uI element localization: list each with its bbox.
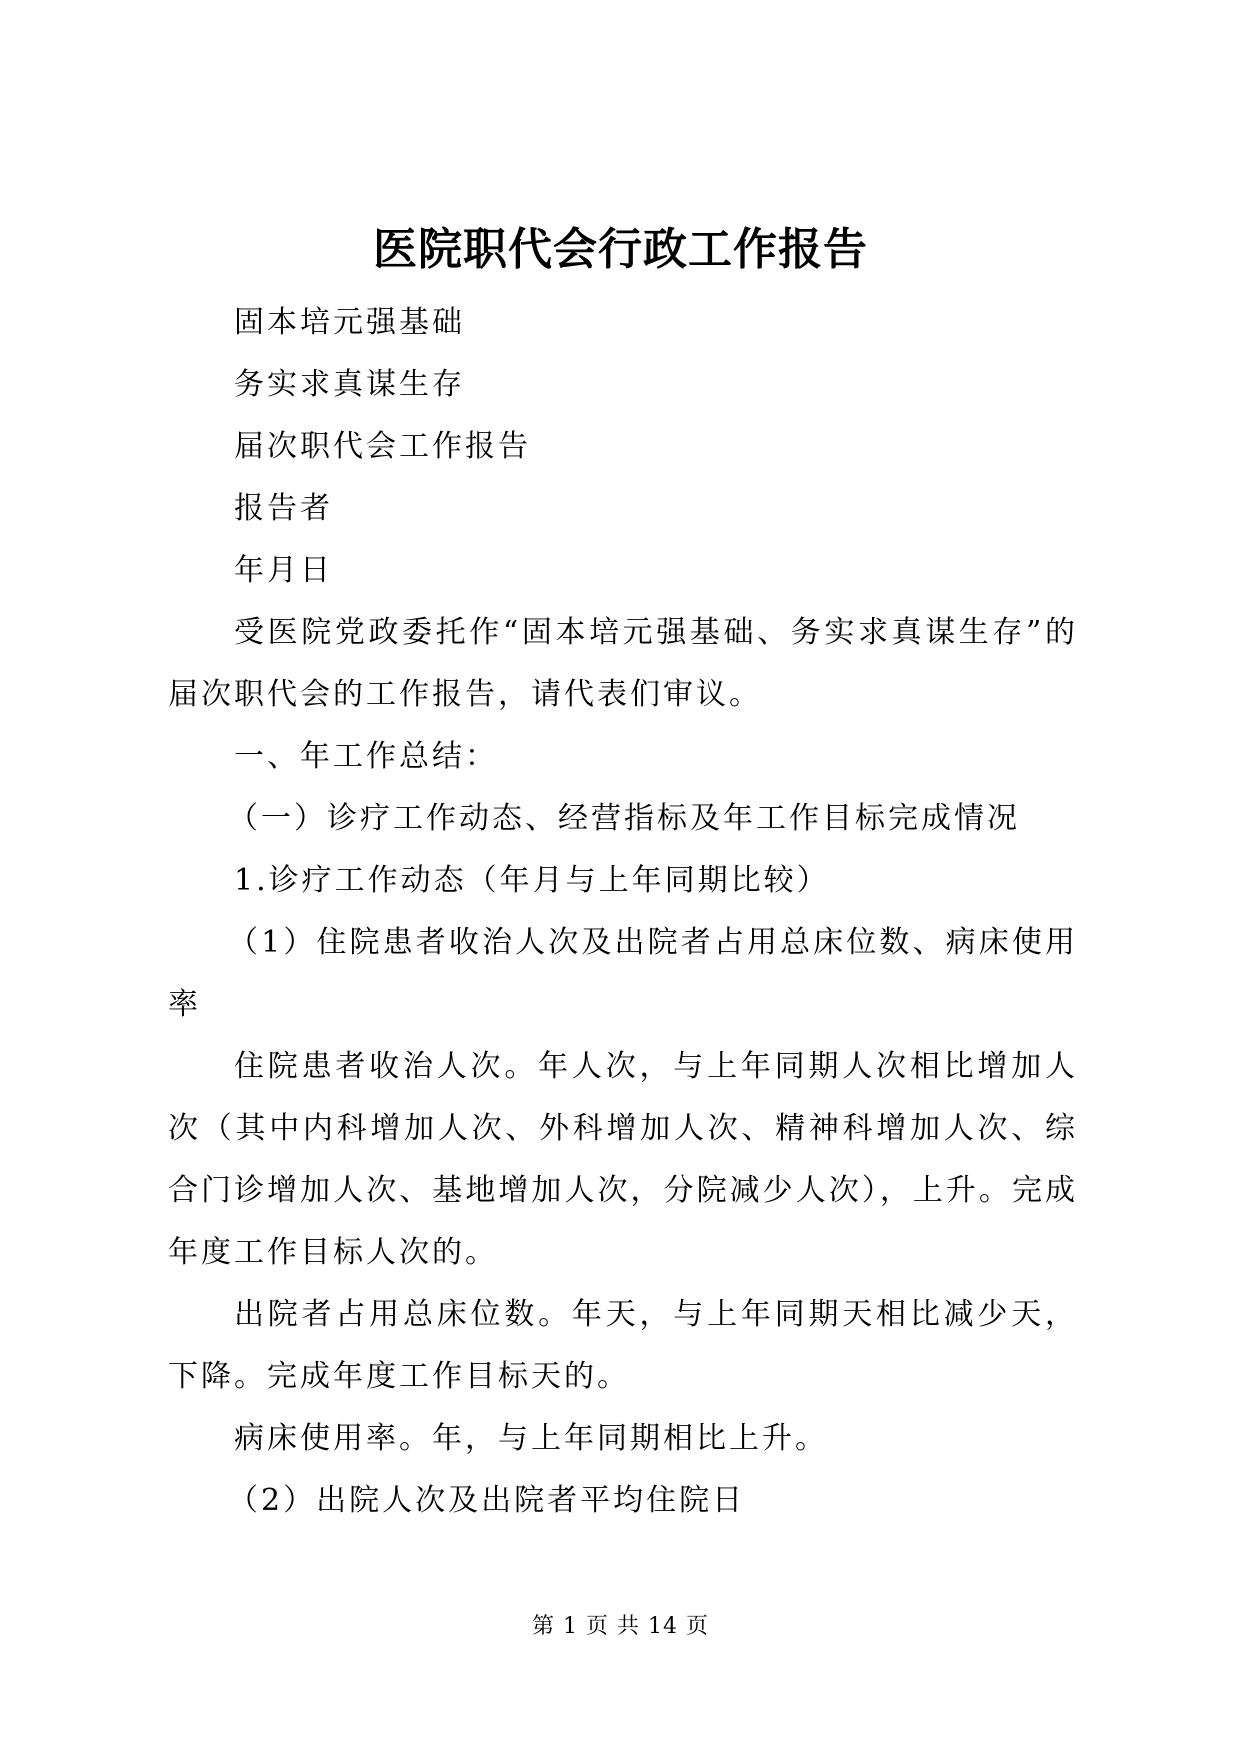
subsection-heading: 1.诊疗工作动态（年月与上年同期比较） (234, 863, 830, 898)
document-title: 医院职代会行政工作报告 (373, 224, 868, 275)
page-footer: 第 1 页 共 14 页 (532, 1614, 709, 1639)
subsection-heading: （2）出院人次及出院者平均住院日 (228, 1483, 746, 1518)
paragraph: 受医院党政委托作“固本培元强基础、务实求真谋生存”的届次职代会的工作报告，请代表们审议。 (168, 615, 1078, 712)
subsection-heading: （一）诊疗工作动态、经营指标及年工作目标完成情况 (228, 801, 1020, 836)
paragraph: 病床使用率。年，与上年同期相比上升。 (234, 1421, 828, 1456)
paragraph: 住院患者收治人次。年人次，与上年同期人次相比增加人次（其中内科增加人次、外科增加人次、精神科增加人次、综合门诊增加人次、基地增加人次，分院减少人次），上升。完成年度工作目标人次的。 (168, 1049, 1078, 1270)
paragraph: 届次职代会工作报告 (234, 429, 531, 464)
paragraph: 固本培元强基础 (234, 305, 465, 340)
paragraph: 年月日 (234, 553, 333, 588)
subsection-heading: （1）住院患者收治人次及出院者占用总床位数、病床使用率 (168, 925, 1078, 1022)
paragraph: 务实求真谋生存 (234, 367, 465, 402)
document-body (168, 292, 1078, 1532)
paragraph: 报告者 (234, 491, 333, 526)
section-heading: 一、年工作总结： (234, 739, 498, 774)
paragraph: 出院者占用总床位数。年天，与上年同期天相比减少天，下降。完成年度工作目标天的。 (168, 1297, 1078, 1394)
